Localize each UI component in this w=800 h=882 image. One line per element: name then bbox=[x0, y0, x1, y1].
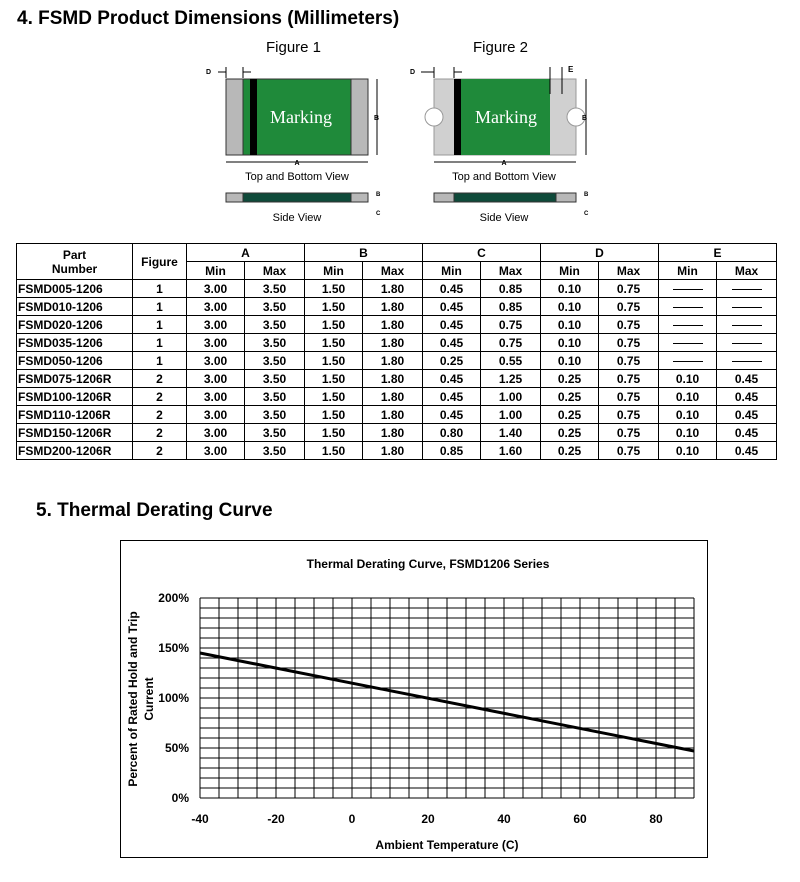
cell-c-min: 0.45 bbox=[423, 406, 481, 424]
cell-e-min-na bbox=[659, 316, 717, 334]
group-header-a: A bbox=[187, 244, 305, 262]
cell-a-min: 3.00 bbox=[187, 406, 245, 424]
cell-c-min: 0.45 bbox=[423, 388, 481, 406]
cell-c-max: 0.85 bbox=[481, 280, 541, 298]
cell-b-max: 1.80 bbox=[363, 334, 423, 352]
svg-text:B: B bbox=[582, 115, 588, 122]
x-tick-label: 40 bbox=[497, 812, 511, 826]
x-axis-label: Ambient Temperature (C) bbox=[375, 838, 519, 852]
cell-d-min: 0.10 bbox=[541, 298, 599, 316]
svg-text:A: A bbox=[501, 160, 507, 167]
cell-b-max: 1.80 bbox=[363, 442, 423, 460]
marking-label-2: Marking bbox=[475, 107, 537, 127]
chart-grid bbox=[200, 598, 694, 798]
cell-d-min: 0.10 bbox=[541, 334, 599, 352]
table-row bbox=[17, 406, 777, 424]
cell-e-min-na bbox=[659, 352, 717, 370]
y-axis-label-line2: Current bbox=[142, 677, 156, 721]
figure-1-top-view bbox=[206, 67, 379, 183]
cell-d-min: 0.25 bbox=[541, 370, 599, 388]
cell-a-min: 3.00 bbox=[187, 370, 245, 388]
cell-a-min: 3.00 bbox=[187, 280, 245, 298]
cell-c-min: 0.85 bbox=[423, 442, 481, 460]
dim-b-label-1: B bbox=[374, 115, 380, 122]
cell-d-min: 0.10 bbox=[541, 352, 599, 370]
table-row bbox=[17, 424, 777, 442]
cell-a-max: 3.50 bbox=[245, 316, 305, 334]
x-tick-label: 20 bbox=[421, 812, 435, 826]
header-b-min: Min bbox=[305, 262, 363, 280]
cell-a-max: 3.50 bbox=[245, 424, 305, 442]
cell-c-max: 0.75 bbox=[481, 334, 541, 352]
cell-c-max: 0.75 bbox=[481, 316, 541, 334]
figure-cell: 1 bbox=[133, 316, 187, 334]
cell-d-max: 0.75 bbox=[599, 352, 659, 370]
section-4-title: 4. FSMD Product Dimensions (Millimeters) bbox=[17, 8, 400, 29]
cell-d-min: 0.25 bbox=[541, 406, 599, 424]
table-row bbox=[17, 280, 777, 298]
cell-c-min: 0.45 bbox=[423, 280, 481, 298]
part-number-cell: FSMD150-1206R bbox=[17, 424, 133, 442]
table-row bbox=[17, 334, 777, 352]
cell-b-min: 1.50 bbox=[305, 298, 363, 316]
cell-c-max: 1.00 bbox=[481, 406, 541, 424]
cell-d-max: 0.75 bbox=[599, 388, 659, 406]
derating-chart bbox=[120, 540, 708, 858]
cell-c-min: 0.45 bbox=[423, 334, 481, 352]
table-row bbox=[17, 352, 777, 370]
cell-c-min: 0.45 bbox=[423, 370, 481, 388]
not-applicable-dash bbox=[673, 307, 703, 308]
cell-e-max: 0.45 bbox=[717, 370, 777, 388]
header-b-max: Max bbox=[363, 262, 423, 280]
cell-e-max: 0.45 bbox=[717, 388, 777, 406]
y-tick-label: 100% bbox=[158, 691, 189, 705]
cell-b-max: 1.80 bbox=[363, 316, 423, 334]
y-axis-label-line1: Percent of Rated Hold and Trip bbox=[126, 611, 140, 787]
figure-cell: 2 bbox=[133, 406, 187, 424]
part-number-header: Part Number bbox=[17, 244, 133, 280]
figure-cell: 1 bbox=[133, 334, 187, 352]
cell-d-max: 0.75 bbox=[599, 334, 659, 352]
cell-d-max: 0.75 bbox=[599, 406, 659, 424]
cell-a-max: 3.50 bbox=[245, 442, 305, 460]
figure-header: Figure bbox=[133, 244, 187, 280]
x-tick-label: 0 bbox=[348, 812, 356, 826]
not-applicable-dash bbox=[732, 307, 762, 308]
not-applicable-dash bbox=[673, 361, 703, 362]
dimension-diagram bbox=[196, 34, 600, 230]
cell-b-min: 1.50 bbox=[305, 370, 363, 388]
dim-e-label-2: E bbox=[568, 65, 574, 74]
cell-a-max: 3.50 bbox=[245, 280, 305, 298]
cell-a-max: 3.50 bbox=[245, 352, 305, 370]
cell-e-max-na bbox=[717, 334, 777, 352]
figure-2-side-view bbox=[434, 192, 589, 224]
group-header-b: B bbox=[305, 244, 423, 262]
cell-c-min: 0.45 bbox=[423, 316, 481, 334]
cell-b-min: 1.50 bbox=[305, 334, 363, 352]
cell-e-min-na bbox=[659, 334, 717, 352]
cell-b-min: 1.50 bbox=[305, 406, 363, 424]
cell-c-max: 1.40 bbox=[481, 424, 541, 442]
not-applicable-dash bbox=[673, 325, 703, 326]
header-a-max: Max bbox=[245, 262, 305, 280]
cell-a-min: 3.00 bbox=[187, 316, 245, 334]
y-axis-label bbox=[126, 611, 156, 786]
cell-b-min: 1.50 bbox=[305, 316, 363, 334]
not-applicable-dash bbox=[673, 289, 703, 290]
part-number-cell: FSMD100-1206R bbox=[17, 388, 133, 406]
not-applicable-dash bbox=[732, 289, 762, 290]
cell-b-max: 1.80 bbox=[363, 370, 423, 388]
y-tick-label: 150% bbox=[158, 641, 189, 655]
header-c-max: Max bbox=[481, 262, 541, 280]
cell-a-min: 3.00 bbox=[187, 388, 245, 406]
x-tick-label: -20 bbox=[267, 812, 285, 826]
x-tick-label: -40 bbox=[191, 812, 209, 826]
section-5-title: 5. Thermal Derating Curve bbox=[36, 500, 273, 521]
cell-d-max: 0.75 bbox=[599, 424, 659, 442]
cell-c-max: 0.85 bbox=[481, 298, 541, 316]
svg-text:C: C bbox=[584, 211, 589, 217]
table-row bbox=[17, 442, 777, 460]
dim-d-label-1: D bbox=[206, 69, 212, 76]
cell-e-max-na bbox=[717, 352, 777, 370]
table-body bbox=[17, 280, 777, 460]
cell-e-min-na bbox=[659, 298, 717, 316]
y-tick-label: 200% bbox=[158, 591, 189, 605]
figure-cell: 2 bbox=[133, 424, 187, 442]
cell-a-min: 3.00 bbox=[187, 352, 245, 370]
group-header-d: D bbox=[541, 244, 659, 262]
cell-d-min: 0.25 bbox=[541, 424, 599, 442]
cell-e-max: 0.45 bbox=[717, 424, 777, 442]
marking-label-1: Marking bbox=[270, 107, 332, 127]
cell-d-max: 0.75 bbox=[599, 298, 659, 316]
cell-c-min: 0.25 bbox=[423, 352, 481, 370]
header-a-min: Min bbox=[187, 262, 245, 280]
figure-2-title: Figure 2 bbox=[473, 39, 529, 56]
figure-1-title: Figure 1 bbox=[266, 39, 322, 56]
part-number-cell: FSMD075-1206R bbox=[17, 370, 133, 388]
table-row bbox=[17, 370, 777, 388]
cell-e-min: 0.10 bbox=[659, 424, 717, 442]
not-applicable-dash bbox=[732, 343, 762, 344]
cell-e-max: 0.45 bbox=[717, 406, 777, 424]
derating-chart-svg bbox=[121, 541, 707, 857]
side-view-caption-1: Side View bbox=[272, 212, 322, 224]
cell-d-min: 0.10 bbox=[541, 280, 599, 298]
figure-cell: 1 bbox=[133, 352, 187, 370]
cell-e-min: 0.10 bbox=[659, 388, 717, 406]
cell-b-max: 1.80 bbox=[363, 352, 423, 370]
cell-a-min: 3.00 bbox=[187, 334, 245, 352]
chart-title: Thermal Derating Curve, FSMD1206 Series bbox=[306, 557, 550, 571]
cell-a-max: 3.50 bbox=[245, 298, 305, 316]
cell-b-min: 1.50 bbox=[305, 442, 363, 460]
cell-b-max: 1.80 bbox=[363, 388, 423, 406]
group-header-c: C bbox=[423, 244, 541, 262]
cell-a-max: 3.50 bbox=[245, 406, 305, 424]
cell-b-min: 1.50 bbox=[305, 280, 363, 298]
x-tick-label: 80 bbox=[649, 812, 663, 826]
cell-e-min: 0.10 bbox=[659, 406, 717, 424]
part-number-cell: FSMD200-1206R bbox=[17, 442, 133, 460]
cell-e-min: 0.10 bbox=[659, 370, 717, 388]
cell-d-max: 0.75 bbox=[599, 316, 659, 334]
cell-a-min: 3.00 bbox=[187, 442, 245, 460]
y-tick-label: 50% bbox=[164, 741, 189, 755]
cell-c-max: 1.25 bbox=[481, 370, 541, 388]
dim-a-label-1: A bbox=[294, 160, 300, 167]
not-applicable-dash bbox=[673, 343, 703, 344]
figure-2-top-view bbox=[410, 65, 587, 183]
header-d-max: Max bbox=[599, 262, 659, 280]
side-view-caption-2: Side View bbox=[479, 212, 529, 224]
not-applicable-dash bbox=[732, 325, 762, 326]
part-number-cell: FSMD110-1206R bbox=[17, 406, 133, 424]
top-view-caption-1: Top and Bottom View bbox=[245, 171, 349, 183]
part-number-cell: FSMD050-1206 bbox=[17, 352, 133, 370]
header-e-max: Max bbox=[717, 262, 777, 280]
x-tick-label: 60 bbox=[573, 812, 587, 826]
cell-b-max: 1.80 bbox=[363, 424, 423, 442]
cell-b-max: 1.80 bbox=[363, 280, 423, 298]
table-row bbox=[17, 298, 777, 316]
cell-c-max: 1.00 bbox=[481, 388, 541, 406]
cell-d-min: 0.10 bbox=[541, 316, 599, 334]
cell-b-min: 1.50 bbox=[305, 388, 363, 406]
cell-b-min: 1.50 bbox=[305, 424, 363, 442]
cell-c-min: 0.45 bbox=[423, 298, 481, 316]
cell-a-max: 3.50 bbox=[245, 388, 305, 406]
cell-e-max-na bbox=[717, 316, 777, 334]
group-header-e: E bbox=[659, 244, 777, 262]
dim-c-label-1: C bbox=[376, 211, 381, 217]
not-applicable-dash bbox=[732, 361, 762, 362]
cell-e-max: 0.45 bbox=[717, 442, 777, 460]
part-number-cell: FSMD010-1206 bbox=[17, 298, 133, 316]
figure-cell: 2 bbox=[133, 442, 187, 460]
cell-a-min: 3.00 bbox=[187, 298, 245, 316]
header-c-min: Min bbox=[423, 262, 481, 280]
cell-e-min-na bbox=[659, 280, 717, 298]
cell-a-min: 3.00 bbox=[187, 424, 245, 442]
cell-a-max: 3.50 bbox=[245, 334, 305, 352]
header-e-min: Min bbox=[659, 262, 717, 280]
cell-b-max: 1.80 bbox=[363, 406, 423, 424]
table-row bbox=[17, 316, 777, 334]
figure-cell: 1 bbox=[133, 298, 187, 316]
part-number-cell: FSMD020-1206 bbox=[17, 316, 133, 334]
figure-cell: 2 bbox=[133, 388, 187, 406]
dimensions-table bbox=[16, 243, 777, 460]
svg-text:D: D bbox=[410, 69, 416, 76]
top-view-caption-2: Top and Bottom View bbox=[452, 171, 556, 183]
figure-cell: 1 bbox=[133, 280, 187, 298]
cell-a-max: 3.50 bbox=[245, 370, 305, 388]
header-d-min: Min bbox=[541, 262, 599, 280]
part-number-cell: FSMD035-1206 bbox=[17, 334, 133, 352]
cell-c-min: 0.80 bbox=[423, 424, 481, 442]
cell-d-min: 0.25 bbox=[541, 388, 599, 406]
dimension-figures bbox=[196, 34, 600, 230]
cell-c-max: 1.60 bbox=[481, 442, 541, 460]
part-number-cell: FSMD005-1206 bbox=[17, 280, 133, 298]
cell-e-max-na bbox=[717, 298, 777, 316]
cell-b-max: 1.80 bbox=[363, 298, 423, 316]
figure-1-side-view bbox=[226, 192, 381, 224]
figure-cell: 2 bbox=[133, 370, 187, 388]
table-row bbox=[17, 388, 777, 406]
svg-text:B: B bbox=[584, 192, 589, 198]
svg-text:B: B bbox=[376, 192, 381, 198]
y-tick-label: 0% bbox=[171, 791, 189, 805]
cell-d-max: 0.75 bbox=[599, 280, 659, 298]
cell-d-max: 0.75 bbox=[599, 442, 659, 460]
cell-b-min: 1.50 bbox=[305, 352, 363, 370]
cell-e-min: 0.10 bbox=[659, 442, 717, 460]
cell-d-min: 0.25 bbox=[541, 442, 599, 460]
cell-d-max: 0.75 bbox=[599, 370, 659, 388]
cell-e-max-na bbox=[717, 280, 777, 298]
cell-c-max: 0.55 bbox=[481, 352, 541, 370]
